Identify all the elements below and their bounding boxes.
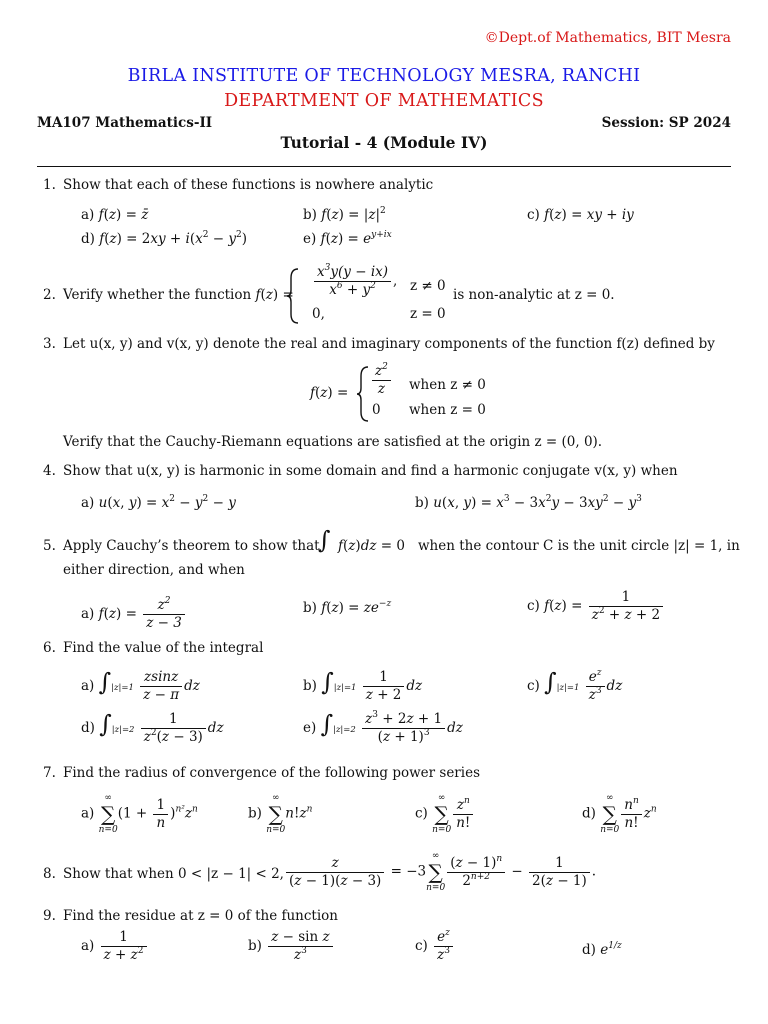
q6-part-d: d) ∫|z|=2 $\frac{1}{z^2(z - 3)}$ dz xyxy=(81,710,224,745)
q7-part-a: a) ∞ ∑ n=0 (1 + $\frac{1}{n}$ )$^{n^2}z^n$ xyxy=(81,793,198,835)
q3-case-2-value: 0 xyxy=(372,402,381,418)
q8-expression: $\frac{z}{(z - 1)(z - 3)}$ = −3 ∞ ∑ n=0 $\frac{(z - 1)^n}{2^{n+2}}$ − $\frac{1}{2(z - 1)}$ . xyxy=(284,850,596,894)
q5-integral-expression: f(z)dz = 0 xyxy=(338,538,405,554)
q5-part-a: a) f(z) = $\frac{z^2}{z - 3}$ xyxy=(81,598,187,631)
q9-part-a: a) $\frac{1}{z + z^2}$ xyxy=(81,930,149,963)
q7-part-c: c) ∞ ∑ n=0 $\frac{z^n}{n!}$ xyxy=(415,792,475,836)
question-4: 4. Show that u(x, y) is harmonic in some domain and find a harmonic conjugate v(x, y) when xyxy=(43,463,678,479)
tutorial-title: Tutorial - 4 (Module IV) xyxy=(280,133,488,152)
session-label: Session: SP 2024 xyxy=(601,115,731,131)
q1-part-b: b) $f(z) = |z|^2$ xyxy=(303,206,386,223)
q9-part-b: b) $\frac{\text{z − sin z}}{z^3}$ xyxy=(248,930,335,963)
q6-part-a: a) ∫|z|=1 $\frac{zsinz}{z - \pi}$ dz xyxy=(81,668,200,703)
q3-case-1-expression: $\frac{z^2}{z}$ xyxy=(370,364,393,397)
q3-verify-text: Verify that the Cauchy-Riemann equations are satisfied at the origin z = (0, 0). xyxy=(63,434,603,450)
question-1-text: Show that each of these functions is nowhere analytic xyxy=(63,177,434,193)
q6-part-b: b) ∫|z|=1 $\frac{1}{z + 2}$ dz xyxy=(303,668,423,703)
copyright-notice: ©Dept.of Mathematics, BIT Mesra xyxy=(484,30,731,46)
q5-part-b: b) $f(z) = ze^{-z}$ xyxy=(303,599,392,616)
question-6: 6. Find the value of the integral xyxy=(43,640,264,656)
q2-case-2-value: 0, xyxy=(312,306,325,322)
q2-case-1-expression: $\frac{x^3y(y - ix)}{x^6 + y^2}$ , xyxy=(312,265,397,298)
q2-brace xyxy=(286,268,300,324)
q2-case-2-condition: z = 0 xyxy=(410,306,446,322)
question-7: 7. Find the radius of convergence of the following power series xyxy=(43,765,480,781)
question-9: 9. Find the residue at z = 0 of the function xyxy=(43,908,338,924)
q3-case-2-condition: when z = 0 xyxy=(409,402,486,418)
question-8: 8. Show that when 0 < |z − 1| < 2, xyxy=(43,866,284,882)
q7-part-d: d) ∞ ∑ n=0 $\frac{n^n}{n!}$ $z^n$ xyxy=(582,793,657,835)
q5-part-c: c) f(z) = $\frac{1}{z^2 + z + 2}$ xyxy=(527,590,665,623)
q3-case-1-condition: when z ≠ 0 xyxy=(409,377,486,393)
q1-part-d: d) $f(z) = 2xy + i(x^2 - y^2)$ xyxy=(81,230,248,247)
q5-tail-text: when the contour C is the unit circle |z| = 1, in xyxy=(418,538,740,554)
institute-name: BIRLA INSTITUTE OF TECHNOLOGY MESRA, RANCHI xyxy=(127,66,641,86)
course-code: MA107 Mathematics-II xyxy=(37,115,213,131)
q2-tail-text: is non-analytic at z = 0. xyxy=(453,287,615,303)
q9-part-c: c) $\frac{e^z}{z^3}$ xyxy=(415,930,455,963)
q1-part-e: e) $f(z) = e^{y+ix}$ xyxy=(303,230,392,247)
q3-brace xyxy=(356,366,370,422)
q1-part-c: c) f(z) = xy + iy xyxy=(527,207,634,223)
q6-part-c: c) ∫|z|=1 $\frac{e^z}{z^3}$ dz xyxy=(527,668,623,703)
q6-part-e: e) ∫|z|=2 $\frac{z^3 + 2z + 1}{(z + 1)^3}$ dz xyxy=(303,710,463,745)
question-3: 3. Let u(x, y) and v(x, y) denote the real and imaginary components of the function f(z) defined by xyxy=(43,336,715,352)
header-divider xyxy=(37,166,731,167)
q5-integral-symbol: ∫ xyxy=(318,526,331,554)
q4-part-b: b) u(x, $y) = x^3 - 3x^2y - 3xy^2 - y^3$ xyxy=(415,494,642,511)
q7-part-b: b) ∞ ∑ n=0 $n!z^n$ xyxy=(248,793,313,835)
question-5: 5. Apply Cauchy’s theorem to show that xyxy=(43,538,320,554)
q4-part-a: a) u(x, $y) = x^2 - y^2 - y$ xyxy=(81,494,236,511)
q2-case-1-condition: z ≠ 0 xyxy=(410,278,446,294)
question-2: 2. Verify whether the function f(z) = xyxy=(43,287,294,303)
department-name: DEPARTMENT OF MATHEMATICS xyxy=(224,91,544,111)
q3-function-lhs: f(z) = xyxy=(310,385,349,401)
question-1: 1. Show that each of these functions is nowhere analytic xyxy=(43,177,434,193)
q9-part-d: d) $e^{1/z}$ xyxy=(582,941,622,958)
q1-part-a: a) f(z) = z̄ xyxy=(81,207,149,223)
q5-line-2: either direction, and when xyxy=(63,562,245,578)
